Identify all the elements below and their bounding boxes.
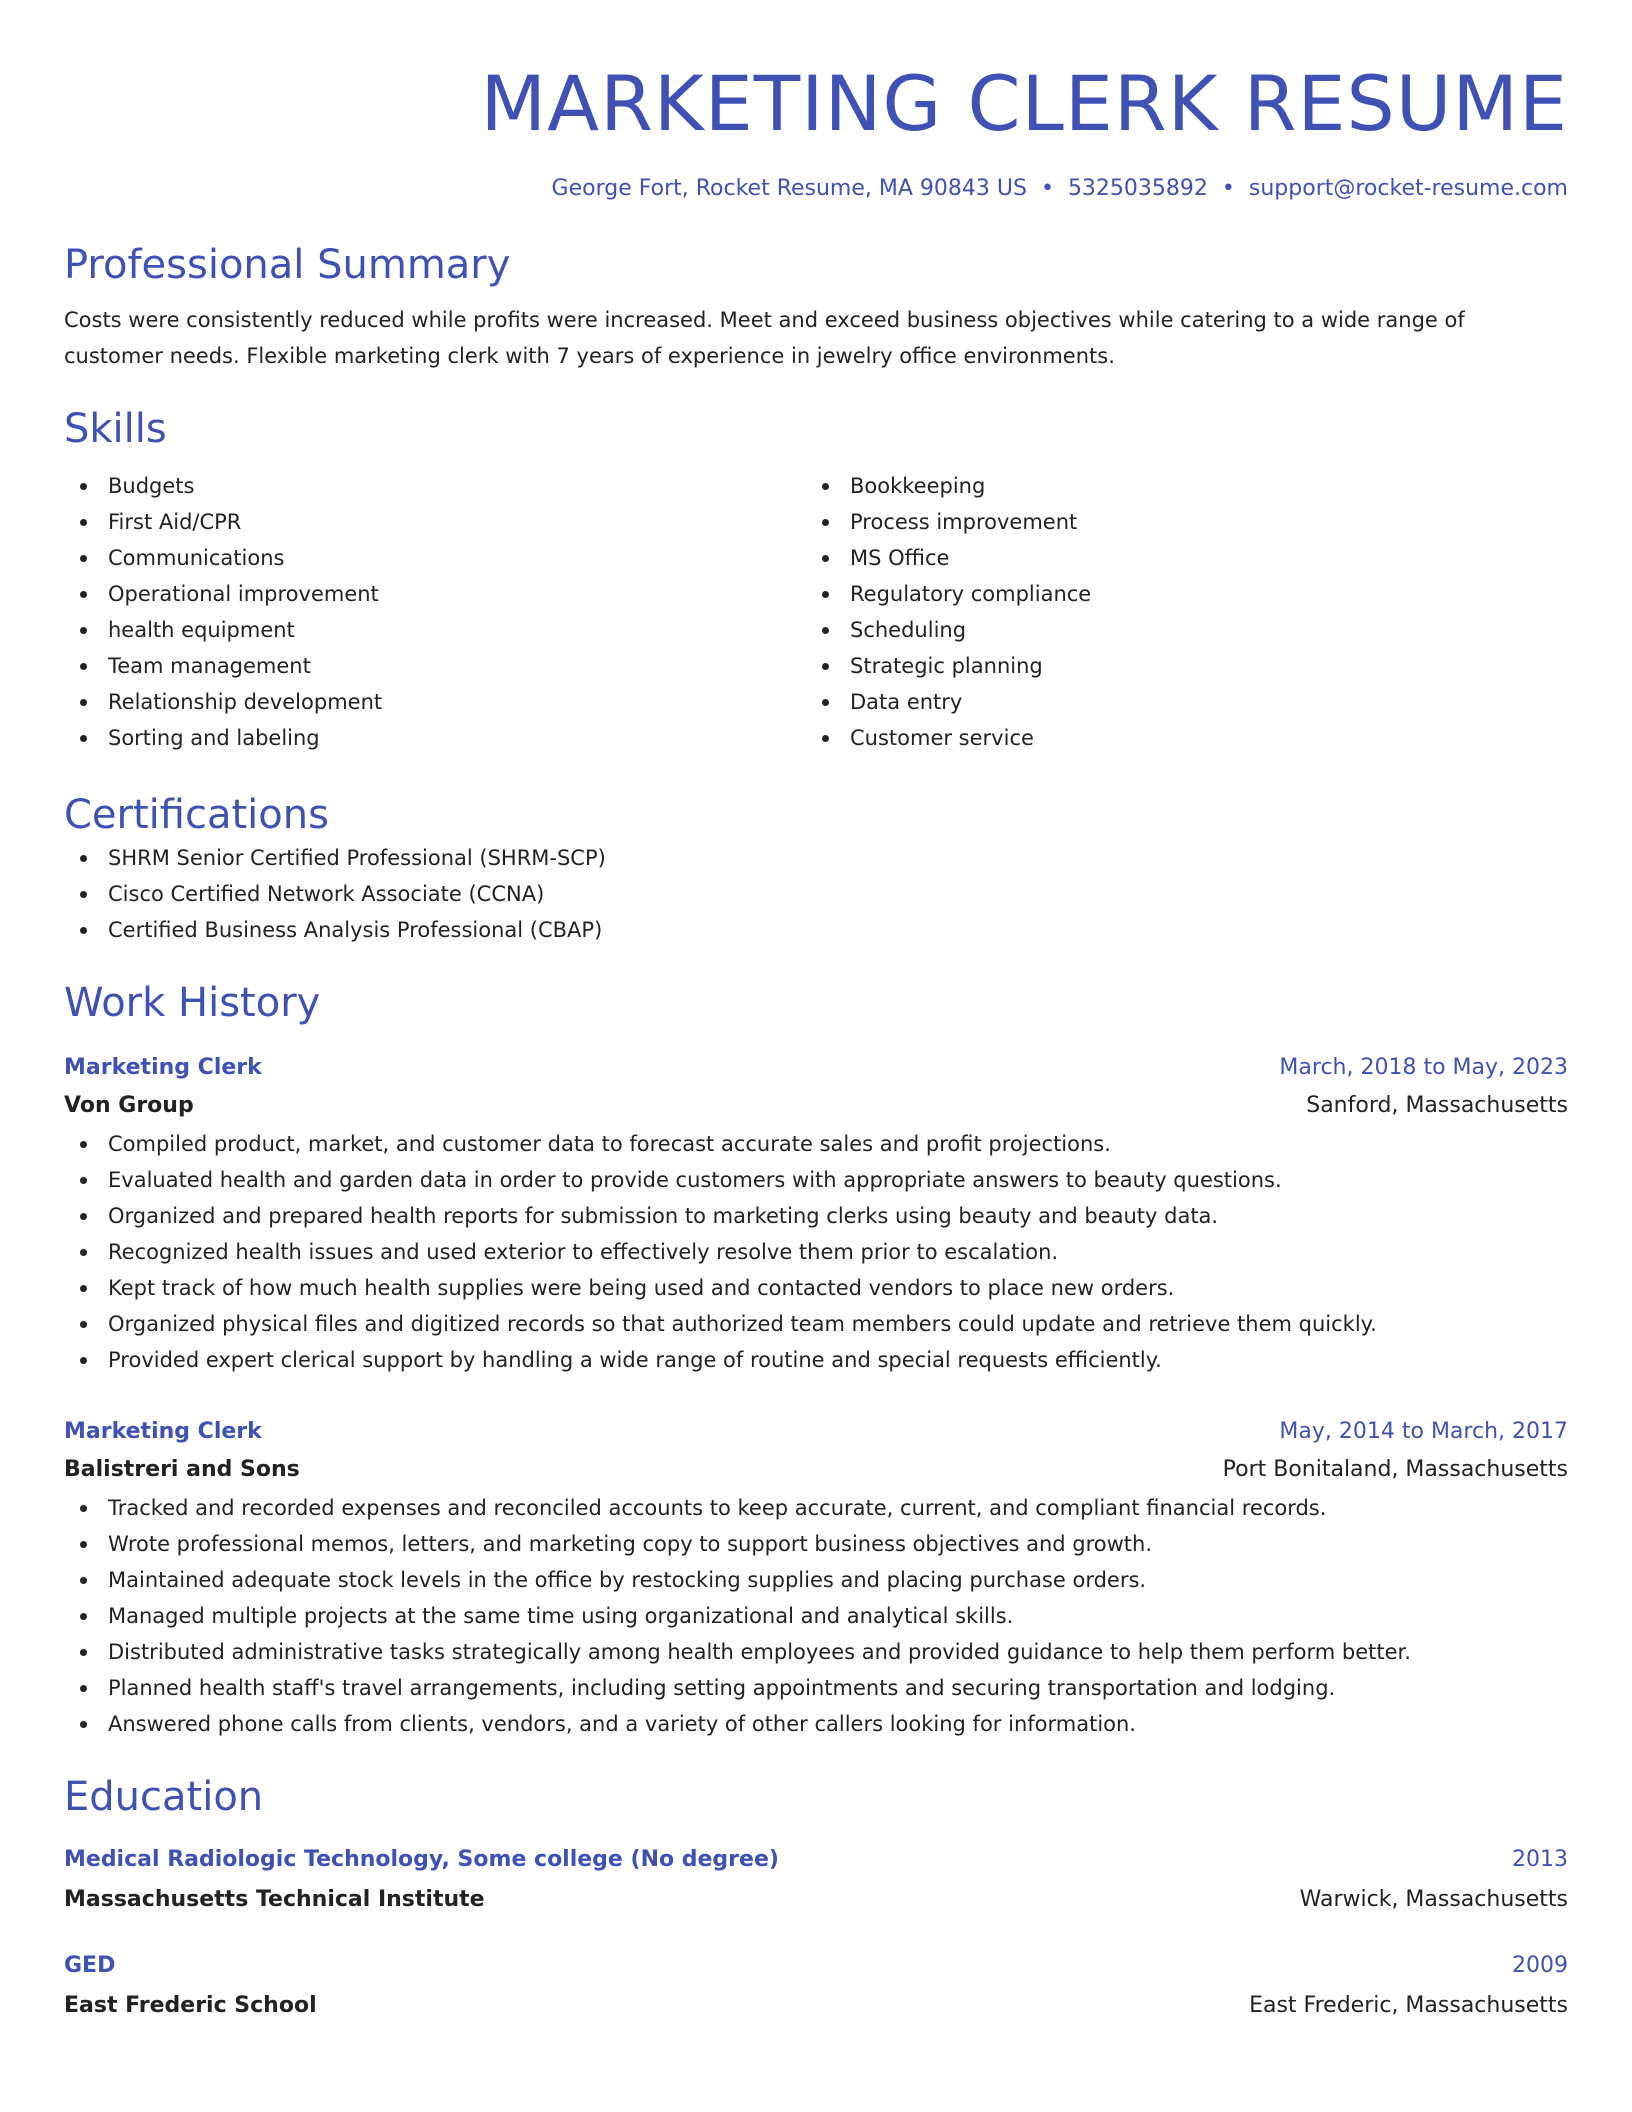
job-employer: Von Group xyxy=(64,1093,194,1118)
education-section xyxy=(64,1772,1568,2026)
skill-item: Regulatory compliance xyxy=(806,576,1548,612)
summary-text: Costs were consistently reduced while profits were increased. Meet and exceed business objectives while catering to a wide range of customer needs. Flexible marketing clerk with 7 years of experience in jewelry office environments. xyxy=(64,308,1465,368)
education-school: Massachusetts Technical Institute xyxy=(64,1887,485,1912)
skill-item: Relationship development xyxy=(64,684,806,720)
job-duties-list xyxy=(64,1126,1568,1378)
job-entry xyxy=(64,1414,1568,1742)
education-school: East Frederic School xyxy=(64,1993,317,2018)
skills-column-left xyxy=(64,468,806,756)
section-heading-education: Education xyxy=(64,1774,264,1820)
job-location: Port Bonitaland, Massachusetts xyxy=(1222,1457,1568,1482)
job-duty-item: Provided expert clerical support by handling a wide range of routine and special requests efficiently. xyxy=(64,1342,1568,1378)
job-location: Sanford, Massachusetts xyxy=(1306,1093,1568,1118)
contact-separator: • xyxy=(1221,176,1235,201)
job-entry xyxy=(64,1050,1568,1378)
contact-email: support@rocket-resume.com xyxy=(1248,176,1568,201)
job-duty-item: Managed multiple projects at the same time using organizational and analytical skills. xyxy=(64,1598,1568,1634)
skill-item: Communications xyxy=(64,540,806,576)
professional-summary-section xyxy=(64,240,1568,374)
job-duty-item: Evaluated health and garden data in order to provide customers with appropriate answers to beauty questions. xyxy=(64,1162,1568,1198)
skill-item: MS Office xyxy=(806,540,1548,576)
education-degree: GED xyxy=(64,1953,116,1978)
certification-item: SHRM Senior Certified Professional (SHRM-SCP) xyxy=(64,840,1568,876)
section-heading-work-history: Work History xyxy=(64,980,321,1026)
certifications-list xyxy=(64,840,1568,948)
education-degree: Medical Radiologic Technology, Some college (No degree) xyxy=(64,1847,779,1872)
skill-item: health equipment xyxy=(64,612,806,648)
job-dates: March, 2018 to May, 2023 xyxy=(1279,1055,1568,1080)
job-duty-item: Answered phone calls from clients, vendors, and a variety of other callers looking for information. xyxy=(64,1706,1568,1742)
job-title-row xyxy=(64,1414,1568,1450)
job-employer: Balistreri and Sons xyxy=(64,1457,300,1482)
education-year: 2009 xyxy=(1512,1953,1568,1978)
job-duty-item: Organized and prepared health reports for submission to marketing clerks using beauty and beauty data. xyxy=(64,1198,1568,1234)
certifications-section xyxy=(64,790,1568,948)
job-duty-item: Compiled product, market, and customer data to forecast accurate sales and profit projections. xyxy=(64,1126,1568,1162)
job-employer-row xyxy=(64,1086,1568,1126)
skill-item: Scheduling xyxy=(806,612,1548,648)
education-year: 2013 xyxy=(1512,1847,1568,1872)
job-duty-item: Planned health staff's travel arrangements, including setting appointments and securing transportation and lodging. xyxy=(64,1670,1568,1706)
certification-item: Certified Business Analysis Professional (CBAP) xyxy=(64,912,1568,948)
job-title-row xyxy=(64,1050,1568,1086)
job-duty-item: Distributed administrative tasks strategically among health employees and provided guidance to help them perform better. xyxy=(64,1634,1568,1670)
education-school-row xyxy=(64,1986,1568,2026)
skill-item: Operational improvement xyxy=(64,576,806,612)
skills-section xyxy=(64,404,1568,756)
skills-list-left xyxy=(64,468,806,756)
job-duty-item: Organized physical files and digitized records so that authorized team members could update and retrieve them quickly. xyxy=(64,1306,1568,1342)
contact-phone: 5325035892 xyxy=(1067,176,1208,201)
education-degree-row xyxy=(64,1946,1568,1986)
contact-address: George Fort, Rocket Resume, MA 90843 US xyxy=(551,176,1027,201)
section-heading-certifications: Certifications xyxy=(64,792,329,838)
skill-item: Sorting and labeling xyxy=(64,720,806,756)
skill-item: Budgets xyxy=(64,468,806,504)
skill-item: Bookkeeping xyxy=(806,468,1548,504)
skill-item: Team management xyxy=(64,648,806,684)
contact-line xyxy=(64,174,1568,204)
job-duty-item: Kept track of how much health supplies were being used and contacted vendors to place new orders. xyxy=(64,1270,1568,1306)
skill-item: Strategic planning xyxy=(806,648,1548,684)
work-history-section xyxy=(64,978,1568,1742)
resume-header xyxy=(64,0,1568,204)
education-location: Warwick, Massachusetts xyxy=(1299,1887,1568,1912)
certification-item: Cisco Certified Network Associate (CCNA) xyxy=(64,876,1568,912)
job-duty-item: Wrote professional memos, letters, and marketing copy to support business objectives and growth. xyxy=(64,1526,1568,1562)
skills-grid xyxy=(64,468,1568,756)
skill-item: Process improvement xyxy=(806,504,1548,540)
job-title: Marketing Clerk xyxy=(64,1419,262,1444)
job-duty-item: Tracked and recorded expenses and reconciled accounts to keep accurate, current, and compliant financial records. xyxy=(64,1490,1568,1526)
skill-item: Data entry xyxy=(806,684,1548,720)
skills-list-right xyxy=(806,468,1548,756)
education-entry xyxy=(64,1946,1568,2026)
contact-separator: • xyxy=(1040,176,1054,201)
job-duties-list xyxy=(64,1490,1568,1742)
section-heading-summary: Professional Summary xyxy=(64,242,511,288)
education-location: East Frederic, Massachusetts xyxy=(1249,1993,1568,2018)
resume-title: MARKETING CLERK RESUME xyxy=(480,59,1568,148)
education-entry xyxy=(64,1840,1568,1920)
job-title: Marketing Clerk xyxy=(64,1055,262,1080)
skills-column-right xyxy=(806,468,1548,756)
job-dates: May, 2014 to March, 2017 xyxy=(1279,1419,1568,1444)
job-employer-row xyxy=(64,1450,1568,1490)
skill-item: First Aid/CPR xyxy=(64,504,806,540)
job-duty-item: Maintained adequate stock levels in the office by restocking supplies and placing purchase orders. xyxy=(64,1562,1568,1598)
section-heading-skills: Skills xyxy=(64,406,167,452)
job-duty-item: Recognized health issues and used exterior to effectively resolve them prior to escalation. xyxy=(64,1234,1568,1270)
skill-item: Customer service xyxy=(806,720,1548,756)
education-degree-row xyxy=(64,1840,1568,1880)
education-school-row xyxy=(64,1880,1568,1920)
